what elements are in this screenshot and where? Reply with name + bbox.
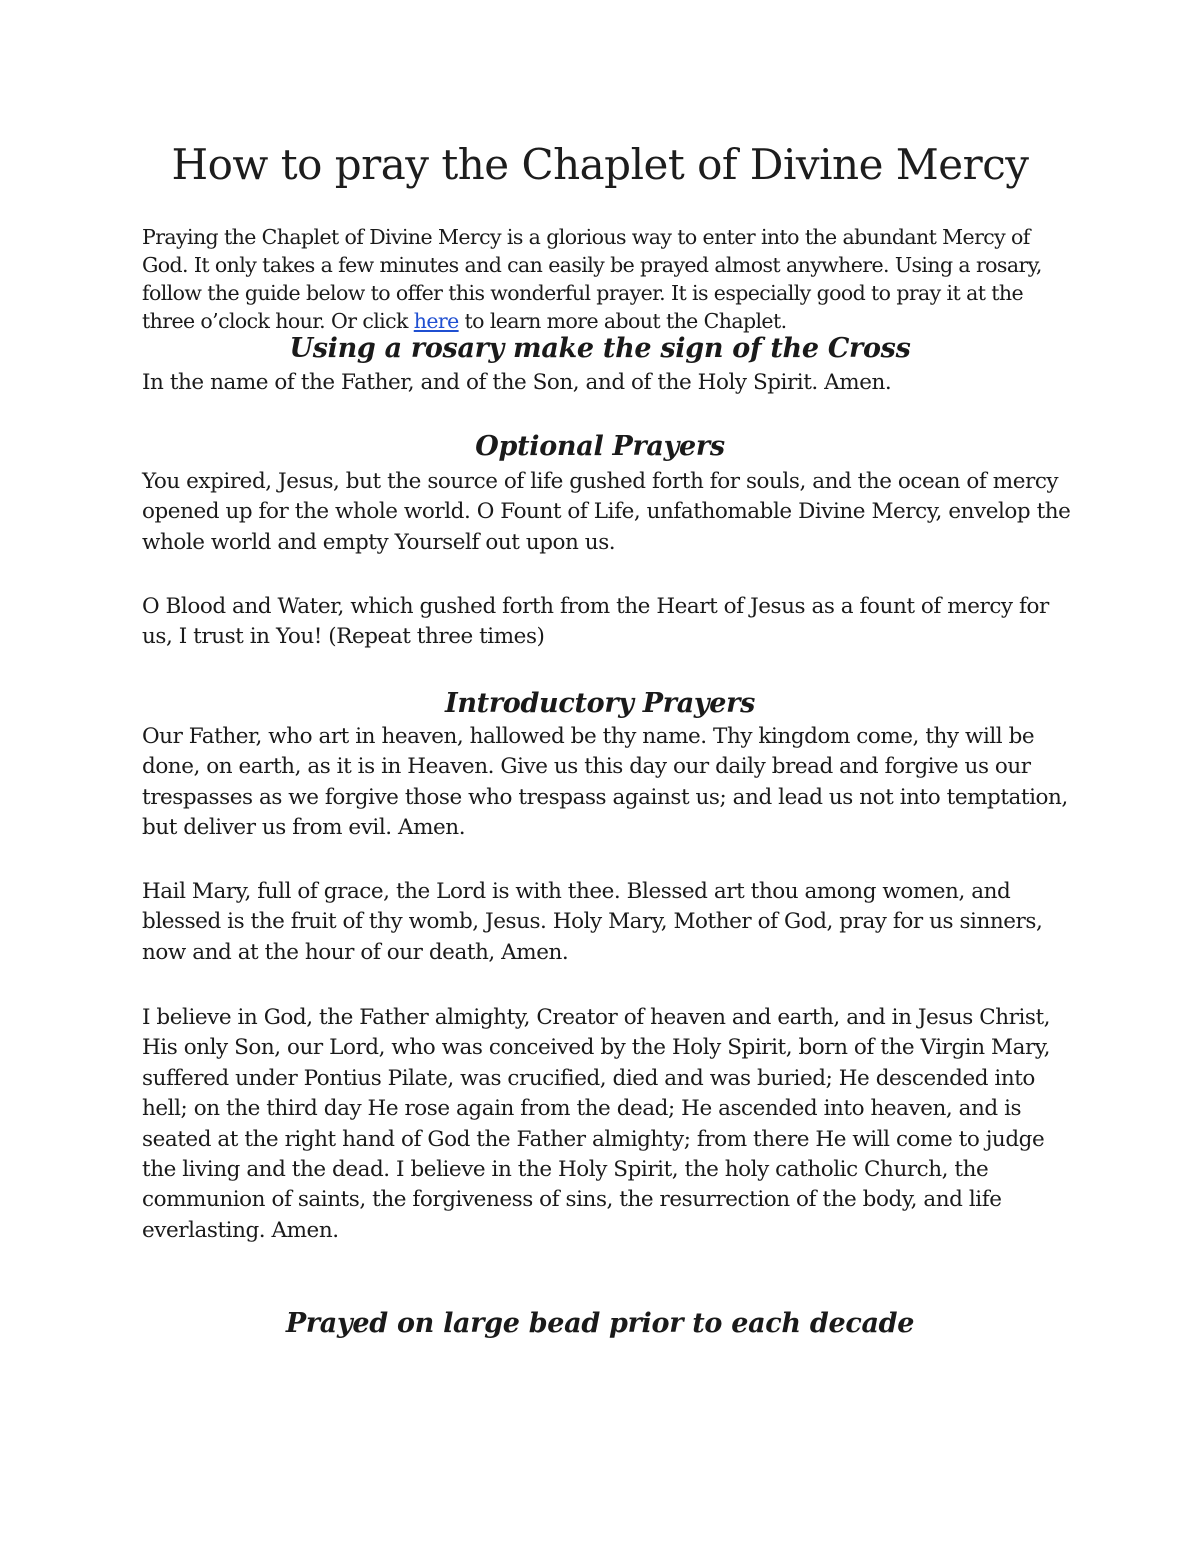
page-title: How to pray the Chaplet of Divine Mercy [171, 140, 1029, 189]
heading-sign-of-cross: Using a rosary make the sign of the Cross [289, 333, 911, 364]
heading-optional-prayers: Optional Prayers [475, 431, 725, 462]
hail-mary-prayer: Hail Mary, full of grace, the Lord is with thee. Blessed art thou among women, and blessed is the fruit of thy womb, Jesus. Holy Mary, Mother of God, pray for us sinners, now and at the hour of our death, Amen. [142, 879, 1043, 965]
heading-large-bead: Prayed on large bead prior to each decade [285, 1308, 915, 1339]
heading-introductory-prayers: Introductory Prayers [444, 688, 756, 719]
optional-prayer-you-expired: You expired, Jesus, but the source of life gushed forth for souls, and the ocean of mercy opened up for the whole world. O Fount of Life, unfathomable Divine Mercy, envelop the whole world and empty Yourself out upon us. [142, 469, 1071, 555]
intro-text-before-link: Praying the Chaplet of Divine Mercy is a glorious way to enter into the abundant Mercy of God. It only takes a few minutes and can easily be prayed almost anywhere. Using a rosary, follow the guide below to offer this wonderful prayer. It is especially good to pray it at the three o’clock hour. Or click [142, 225, 1042, 333]
apostles-creed-prayer: I believe in God, the Father almighty, Creator of heaven and earth, and in Jesus Christ, His only Son, our Lord, who was conceived by the Holy Spirit, born of the Virgin Mary, suffered under Pontius Pilate, was crucified, died and was buried; He descended into hell; on the third day He rose again from the dead; He ascended into heaven, and is seated at the right hand of God the Father almighty; from there He will come to judge the living and the dead. I believe in the Holy Spirit, the holy catholic Church, the communion of saints, the forgiveness of sins, the resurrection of the body, and life everlasting. Amen. [142, 1005, 1051, 1243]
optional-prayer-blood-and-water: O Blood and Water, which gushed forth from the Heart of Jesus as a fount of mercy for us, I trust in You! (Repeat three times) [142, 594, 1049, 650]
our-father-prayer: Our Father, who art in heaven, hallowed be thy name. Thy kingdom come, thy will be done, on earth, as it is in Heaven. Give us this day our daily bread and forgive us our trespasses as we forgive those who trespass against us; and lead us not into temptation, but deliver us from evil. Amen. [142, 724, 1068, 841]
intro-paragraph [142, 223, 1072, 335]
sign-of-cross-prayer: In the name of the Father, and of the Son, and of the Holy Spirit. Amen. [142, 370, 892, 395]
intro-text-after-link: to learn more about the Chaplet. [458, 309, 787, 333]
learn-more-link[interactable]: here [413, 309, 459, 333]
